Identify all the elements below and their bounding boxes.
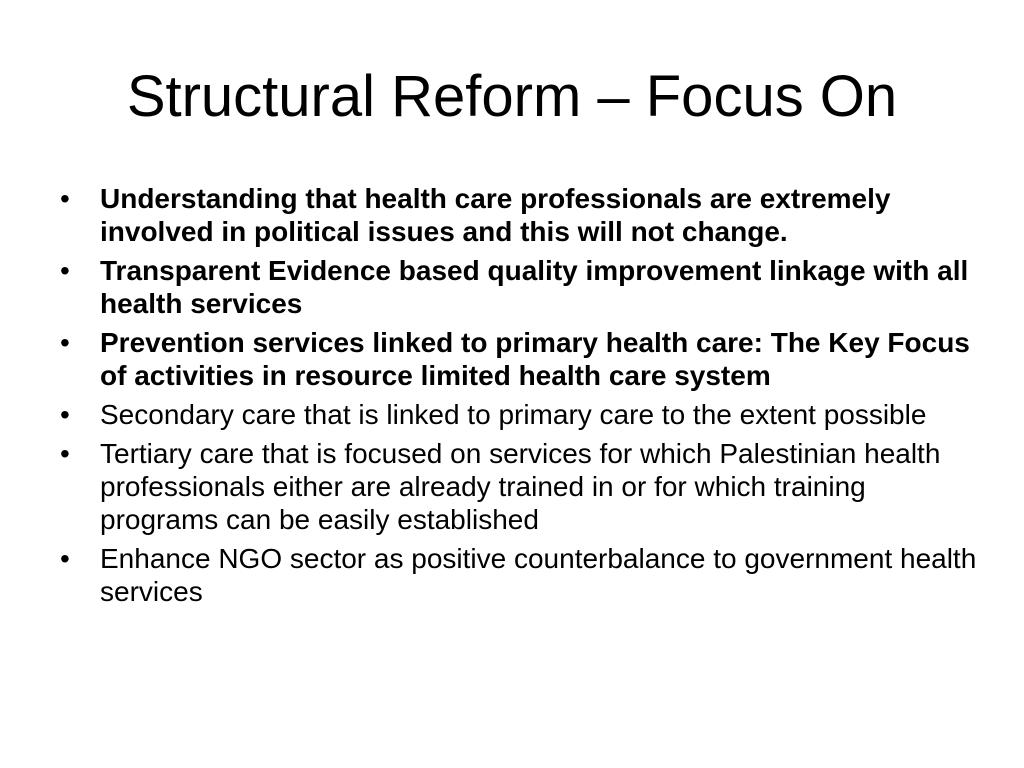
bullet-dot-icon: • [60,438,70,469]
bullet-dot-icon: • [60,183,70,214]
bullet-text: Prevention services linked to primary health care: The Key Focus of activities in resource limited health care system [100,327,970,391]
bullet-dot-icon: • [60,255,70,286]
bullet-dot-icon: • [60,543,70,574]
bullet-text: Secondary care that is linked to primary care to the extent possible [100,399,927,430]
bullet-dot-icon: • [60,399,70,430]
bullet-dot-icon: • [60,327,70,358]
bullet-list [60,182,980,614]
bullet-item [60,437,980,536]
bullet-item [60,398,980,431]
bullet-item [60,326,980,392]
bullet-text: Tertiary care that is focused on services for which Palestinian health professionals either are already trained in or for which training programs can be easily established [100,438,941,535]
bullet-item [60,182,980,248]
bullet-text: Understanding that health care professionals are extremely involved in political issues and this will not change. [100,183,891,247]
slide-title: Structural Reform – Focus On [126,64,898,129]
bullet-item [60,254,980,320]
bullet-item [60,542,980,608]
bullet-text: Transparent Evidence based quality improvement linkage with all health services [100,255,969,319]
bullet-text: Enhance NGO sector as positive counterbalance to government health services [100,543,977,607]
